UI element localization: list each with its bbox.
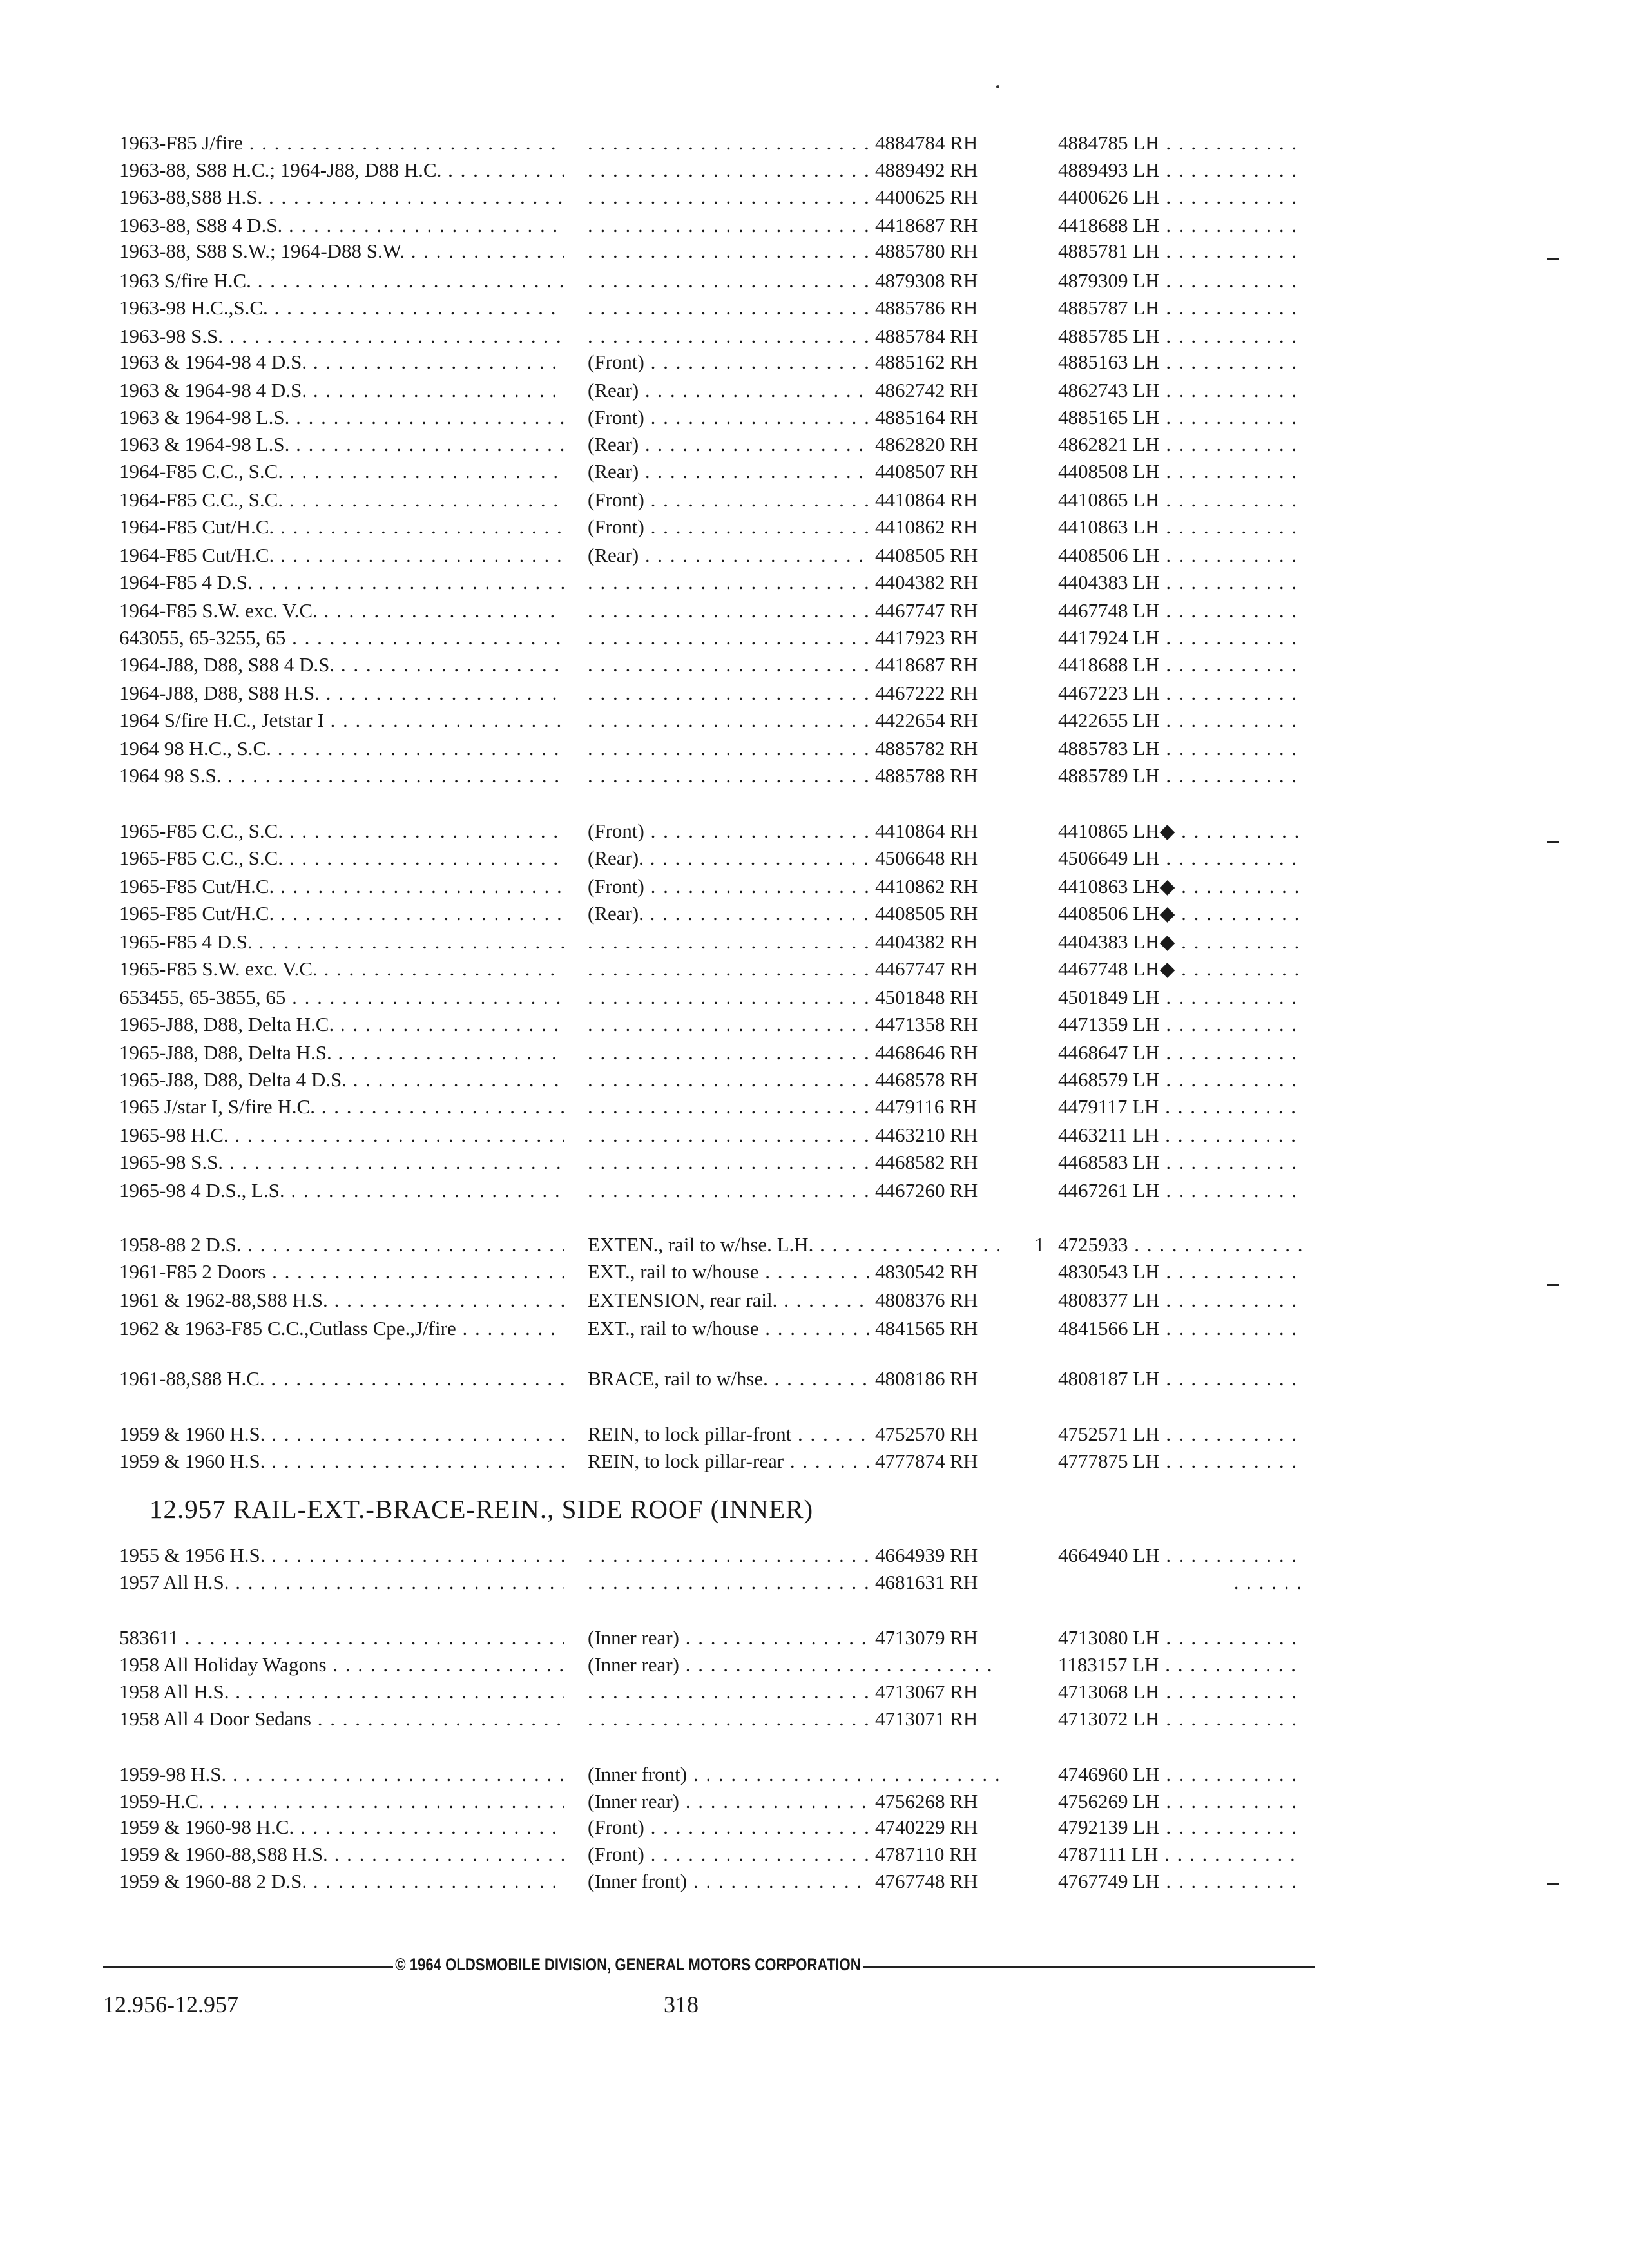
rh-part-number: 4418687 RH xyxy=(870,213,1030,238)
rh-part-number: 4713071 RH xyxy=(870,1706,1030,1732)
part-row xyxy=(0,1232,1629,1258)
footer-page-number: 318 xyxy=(664,1992,699,2017)
rh-part-number: 4767748 RH xyxy=(870,1869,1030,1894)
rh-part-number: 4410862 RH xyxy=(870,514,1030,540)
part-row xyxy=(0,1542,1629,1568)
model-application: 1963-88, S88 4 D.S. . . . xyxy=(119,213,564,238)
rh-part-number: 4664939 RH xyxy=(870,1542,1030,1568)
model-application: 1965-F85 Cut/H.C. . . . xyxy=(119,901,564,927)
part-description: EXTEN., rail to w/hse. L.H. . . . xyxy=(588,1232,1000,1258)
part-row xyxy=(0,625,1629,651)
rh-part-number: 4501848 RH xyxy=(870,985,1030,1010)
model-application: 1964-F85 4 D.S. . . . xyxy=(119,570,564,595)
model-application: 1963-88, S88 H.C.; 1964-J88, D88 H.C. . . . xyxy=(119,157,564,183)
rh-part-number: 4862742 RH xyxy=(870,378,1030,403)
model-application: 1958 All H.S. . . . xyxy=(119,1679,564,1705)
lh-part-number: 4467261 LH . . . xyxy=(1058,1178,1303,1204)
part-row xyxy=(0,1287,1629,1313)
part-row xyxy=(0,487,1629,513)
rh-part-number: 4468646 RH xyxy=(870,1040,1030,1066)
part-description: (Front) . . . xyxy=(588,514,1000,540)
part-row xyxy=(0,1762,1629,1787)
part-row xyxy=(0,323,1629,349)
part-row xyxy=(0,213,1629,238)
rh-part-number: 4404382 RH xyxy=(870,929,1030,955)
rh-part-number: 4467747 RH xyxy=(870,956,1030,982)
rh-part-number: 4885782 RH xyxy=(870,736,1030,762)
model-application: 1963-F85 J/fire . . . xyxy=(119,130,564,156)
rh-part-number: 4408505 RH xyxy=(870,543,1030,568)
model-application: 1964 98 H.C., S.C. . . . xyxy=(119,736,564,762)
part-row xyxy=(0,295,1629,321)
part-row xyxy=(0,1841,1629,1867)
model-application: 1963 & 1964-98 L.S. . . . xyxy=(119,405,564,430)
lh-part-number: 4885163 LH . . . xyxy=(1058,349,1303,375)
rh-part-number: 4756268 RH xyxy=(870,1789,1030,1814)
part-description: (Rear) . . . xyxy=(588,459,1000,485)
lh-part-number: 4467748 LH . . . xyxy=(1058,598,1303,624)
rh-part-number: 4713067 RH xyxy=(870,1679,1030,1705)
part-row xyxy=(0,1679,1629,1705)
model-application: 1963-88, S88 S.W.; 1964-D88 S.W. . . . xyxy=(119,238,564,264)
rh-part-number: 4713079 RH xyxy=(870,1625,1030,1651)
model-application: 1958 All 4 Door Sedans . . . xyxy=(119,1706,564,1732)
lh-part-number: 4467748 LH◆ . . . xyxy=(1058,956,1303,982)
part-description: (Inner rear) . . . xyxy=(588,1652,1000,1678)
rh-part-number: 4404382 RH xyxy=(870,570,1030,595)
model-application: 1963-98 S.S. . . . xyxy=(119,323,564,349)
model-application: 1958 All Holiday Wagons . . . xyxy=(119,1652,564,1678)
part-row xyxy=(0,238,1629,264)
part-row xyxy=(0,1706,1629,1732)
model-application: 1965-F85 C.C., S.C. . . . xyxy=(119,845,564,871)
part-row xyxy=(0,130,1629,156)
part-row xyxy=(0,432,1629,457)
section-heading: 12.957 RAIL-EXT.-BRACE-REIN., SIDE ROOF (INNER) xyxy=(149,1494,814,1524)
part-row xyxy=(0,1625,1629,1651)
model-application: 1961-88,S88 H.C. . . . xyxy=(119,1366,564,1392)
part-row xyxy=(0,1094,1629,1120)
lh-part-number: 1183157 LH . . . xyxy=(1058,1652,1303,1678)
model-application: 1964-F85 Cut/H.C. . . . xyxy=(119,514,564,540)
rh-part-number: 4681631 RH xyxy=(870,1570,1030,1595)
lh-part-number: 4885785 LH . . . xyxy=(1058,323,1303,349)
part-description: (Rear) . . . xyxy=(588,543,1000,568)
rh-part-number: 4417923 RH xyxy=(870,625,1030,651)
rh-part-number: 4808186 RH xyxy=(870,1366,1030,1392)
part-description: BRACE, rail to w/hse. . . . xyxy=(588,1366,1000,1392)
lh-part-number: 4767749 LH . . . xyxy=(1058,1869,1303,1894)
lh-part-number: 4468583 LH . . . xyxy=(1058,1149,1303,1175)
lh-part-number: 4752571 LH . . . xyxy=(1058,1421,1303,1447)
part-row xyxy=(0,1421,1629,1447)
model-application: 1959-98 H.S. . . . xyxy=(119,1762,564,1787)
lh-part-number: 4725933 . . . xyxy=(1058,1232,1303,1258)
lh-part-number: 4885165 LH . . . xyxy=(1058,405,1303,430)
rh-part-number: 4410864 RH xyxy=(870,818,1030,844)
part-row xyxy=(0,736,1629,762)
rh-part-number: 4808376 RH xyxy=(870,1287,1030,1313)
model-application: 1959 & 1960-88 2 D.S. . . . xyxy=(119,1869,564,1894)
scan-speck xyxy=(996,85,999,88)
margin-mark xyxy=(1547,841,1559,843)
part-row xyxy=(0,707,1629,733)
model-application: 643055, 65-3255, 65 . . . xyxy=(119,625,564,651)
rh-part-number: 4885788 RH xyxy=(870,763,1030,789)
rh-part-number: 4468582 RH xyxy=(870,1149,1030,1175)
lh-part-number: 4713080 LH . . . xyxy=(1058,1625,1303,1651)
part-description: (Front) . . . xyxy=(588,405,1000,430)
model-application: 1964-J88, D88, S88 H.S. . . . xyxy=(119,680,564,706)
part-description: EXT., rail to w/house . . . xyxy=(588,1316,1000,1341)
lh-part-number: 4479117 LH . . . xyxy=(1058,1094,1303,1120)
lh-part-number: 4408506 LH◆ . . . xyxy=(1058,901,1303,927)
lh-part-number: 4885781 LH . . . xyxy=(1058,238,1303,264)
part-description: (Front) . . . xyxy=(588,818,1000,844)
lh-part-number: 4410863 LH . . . xyxy=(1058,514,1303,540)
part-row xyxy=(0,514,1629,540)
part-row xyxy=(0,1366,1629,1392)
lh-part-number: 4756269 LH . . . xyxy=(1058,1789,1303,1814)
part-row xyxy=(0,157,1629,183)
part-row xyxy=(0,1067,1629,1093)
lh-part-number: 4713068 LH . . . xyxy=(1058,1679,1303,1705)
lh-part-number: 4777875 LH . . . xyxy=(1058,1448,1303,1474)
part-row xyxy=(0,459,1629,485)
part-description: (Front) . . . xyxy=(588,874,1000,899)
margin-mark xyxy=(1547,258,1559,260)
model-application: 1962 & 1963-F85 C.C.,Cutlass Cpe.,J/fire . . . xyxy=(119,1316,564,1341)
part-row xyxy=(0,1869,1629,1894)
lh-part-number: 4471359 LH . . . xyxy=(1058,1012,1303,1037)
part-row xyxy=(0,985,1629,1010)
part-row xyxy=(0,1652,1629,1678)
rh-part-number: 4471358 RH xyxy=(870,1012,1030,1037)
rh-part-number: 4862820 RH xyxy=(870,432,1030,457)
part-row xyxy=(0,652,1629,678)
part-row xyxy=(0,378,1629,403)
lh-part-number: 4808377 LH . . . xyxy=(1058,1287,1303,1313)
part-description: REIN, to lock pillar-front . . . xyxy=(588,1421,1000,1447)
model-application: 1961 & 1962-88,S88 H.S. . . . xyxy=(119,1287,564,1313)
part-description: (Rear). . . . xyxy=(588,901,1000,927)
model-application: 1965 J/star I, S/fire H.C. . . . xyxy=(119,1094,564,1120)
rh-part-number: 4418687 RH xyxy=(870,652,1030,678)
rh-part-number: 4884784 RH xyxy=(870,130,1030,156)
lh-part-number: 4808187 LH . . . xyxy=(1058,1366,1303,1392)
rh-part-number: 4830542 RH xyxy=(870,1259,1030,1285)
model-application: 1965-F85 Cut/H.C. . . . xyxy=(119,874,564,899)
lh-part-number: 4463211 LH . . . xyxy=(1058,1122,1303,1148)
model-application: 1965-F85 S.W. exc. V.C. . . . xyxy=(119,956,564,982)
rh-part-number: 4879308 RH xyxy=(870,268,1030,294)
lh-part-number: 4885789 LH . . . xyxy=(1058,763,1303,789)
lh-part-number: 4400626 LH . . . xyxy=(1058,184,1303,210)
part-row xyxy=(0,956,1629,982)
lh-part-number: 4404383 LH . . . xyxy=(1058,570,1303,595)
model-application: 1964-F85 Cut/H.C. . . . xyxy=(119,543,564,568)
part-row xyxy=(0,818,1629,844)
rh-part-number: 4841565 RH xyxy=(870,1316,1030,1341)
part-row xyxy=(0,845,1629,871)
lh-part-number: 4501849 LH . . . xyxy=(1058,985,1303,1010)
model-application: 1963 & 1964-98 4 D.S. . . . xyxy=(119,349,564,375)
rh-part-number: 4467747 RH xyxy=(870,598,1030,624)
model-application: 1965-98 S.S. . . . xyxy=(119,1149,564,1175)
rh-part-number: 4885786 RH xyxy=(870,295,1030,321)
part-row xyxy=(0,1012,1629,1037)
part-row xyxy=(0,901,1629,927)
model-application: 1964-F85 S.W. exc. V.C. . . . xyxy=(119,598,564,624)
part-description: (Rear) . . . xyxy=(588,432,1000,457)
rh-part-number: 4787110 RH xyxy=(870,1841,1030,1867)
rh-part-number: 4422654 RH xyxy=(870,707,1030,733)
rh-part-number: 4467260 RH xyxy=(870,1178,1030,1204)
part-row xyxy=(0,680,1629,706)
rh-part-number: 4885164 RH xyxy=(870,405,1030,430)
margin-mark xyxy=(1547,1883,1559,1885)
model-application: 583611 . . . xyxy=(119,1625,564,1651)
lh-part-number: 4664940 LH . . . xyxy=(1058,1542,1303,1568)
lh-part-number: 4422655 LH . . . xyxy=(1058,707,1303,733)
rh-part-number: 4740229 RH xyxy=(870,1814,1030,1840)
part-description: (Front) . . . xyxy=(588,349,1000,375)
lh-part-number: 4862743 LH . . . xyxy=(1058,378,1303,403)
part-description: (Front) . . . xyxy=(588,1841,1000,1867)
part-description: REIN, to lock pillar-rear . . . xyxy=(588,1448,1000,1474)
lh-part-number: 4468579 LH . . . xyxy=(1058,1067,1303,1093)
model-application: 1965-F85 4 D.S. . . . xyxy=(119,929,564,955)
model-application: 1965-98 4 D.S., L.S. . . . xyxy=(119,1178,564,1204)
lh-part-number: 4792139 LH . . . xyxy=(1058,1814,1303,1840)
part-row xyxy=(0,1814,1629,1840)
rh-part-number: 4752570 RH xyxy=(870,1421,1030,1447)
part-row xyxy=(0,543,1629,568)
rh-part-number: 4410862 RH xyxy=(870,874,1030,899)
margin-mark xyxy=(1547,1284,1559,1286)
rh-part-number: 4463210 RH xyxy=(870,1122,1030,1148)
lh-part-number: 4468647 LH . . . xyxy=(1058,1040,1303,1066)
model-application: 1959 & 1960 H.S. . . . xyxy=(119,1448,564,1474)
model-application: 1959 & 1960-88,S88 H.S. . . . xyxy=(119,1841,564,1867)
rh-part-number: 4885162 RH xyxy=(870,349,1030,375)
lh-part-number: 4787111 LH . . . xyxy=(1058,1841,1303,1867)
lh-part-number: 4408508 LH . . . xyxy=(1058,459,1303,485)
quantity: 1 xyxy=(1034,1233,1045,1256)
part-description: (Rear). . . . xyxy=(588,845,1000,871)
rh-part-number: 4885784 RH xyxy=(870,323,1030,349)
part-row xyxy=(0,349,1629,375)
rh-part-number: 4777874 RH xyxy=(870,1448,1030,1474)
rh-part-number: 4410864 RH xyxy=(870,487,1030,513)
lh-part-number: 4418688 LH . . . xyxy=(1058,652,1303,678)
lh-part-number: 4410865 LH . . . xyxy=(1058,487,1303,513)
model-application: 1959-H.C. . . . xyxy=(119,1789,564,1814)
part-row xyxy=(0,1122,1629,1148)
model-application: 1964-F85 C.C., S.C. . . . xyxy=(119,487,564,513)
part-row xyxy=(0,1149,1629,1175)
lh-part-number: 4746960 LH . . . xyxy=(1058,1762,1303,1787)
rh-part-number: 4889492 RH xyxy=(870,157,1030,183)
lh-part-number: 4418688 LH . . . xyxy=(1058,213,1303,238)
lh-part-number: 4713072 LH . . . xyxy=(1058,1706,1303,1732)
part-row xyxy=(0,874,1629,899)
rh-part-number: 4400625 RH xyxy=(870,184,1030,210)
part-description: EXT., rail to w/house . . . xyxy=(588,1259,1000,1285)
lh-part-number: 4885783 LH . . . xyxy=(1058,736,1303,762)
rh-part-number: 4479116 RH xyxy=(870,1094,1030,1120)
model-application: 1961-F85 2 Doors . . . xyxy=(119,1259,564,1285)
part-row xyxy=(0,1040,1629,1066)
lh-part-number: 4841566 LH . . . xyxy=(1058,1316,1303,1341)
part-row xyxy=(0,1448,1629,1474)
lh-part-number: 4506649 LH . . . xyxy=(1058,845,1303,871)
model-application: 1965-J88, D88, Delta H.C. . . . xyxy=(119,1012,564,1037)
rh-part-number: 4506648 RH xyxy=(870,845,1030,871)
lh-part-number: 4884785 LH . . . xyxy=(1058,130,1303,156)
model-application: 653455, 65-3855, 65 . . . xyxy=(119,985,564,1010)
footer-section-range: 12.956-12.957 xyxy=(103,1992,238,2017)
part-description: (Front) . . . xyxy=(588,1814,1000,1840)
model-application: 1965-J88, D88, Delta H.S. . . . xyxy=(119,1040,564,1066)
part-row xyxy=(0,1316,1629,1341)
part-row xyxy=(0,1570,1629,1595)
lh-part-number: 4879309 LH . . . xyxy=(1058,268,1303,294)
part-description: EXTENSION, rear rail. . . . xyxy=(588,1287,1000,1313)
rh-part-number: 4408505 RH xyxy=(870,901,1030,927)
lh-part-number: 4404383 LH◆ . . . xyxy=(1058,929,1303,955)
rh-part-number: 4408507 RH xyxy=(870,459,1030,485)
model-application: 1965-J88, D88, Delta 4 D.S. . . . xyxy=(119,1067,564,1093)
model-application: 1959 & 1960-98 H.C. . . . xyxy=(119,1814,564,1840)
part-row xyxy=(0,929,1629,955)
model-application: 1965-F85 C.C., S.C. . . . xyxy=(119,818,564,844)
part-description: (Front) . . . xyxy=(588,487,1000,513)
lh-part-number: 4408506 LH . . . xyxy=(1058,543,1303,568)
rh-part-number: 4468578 RH xyxy=(870,1067,1030,1093)
part-row xyxy=(0,598,1629,624)
lh-part-number: 4410865 LH◆ . . . xyxy=(1058,818,1303,844)
model-application: 1964 S/fire H.C., Jetstar I . . . xyxy=(119,707,564,733)
model-application: 1964-F85 C.C., S.C. . . . xyxy=(119,459,564,485)
model-application: 1964-J88, D88, S88 4 D.S. . . . xyxy=(119,652,564,678)
model-application: 1958-88 2 D.S. . . . xyxy=(119,1232,564,1258)
lh-part-number: 4410863 LH◆ . . . xyxy=(1058,874,1303,899)
part-row xyxy=(0,1178,1629,1204)
part-row xyxy=(0,184,1629,210)
rh-part-number: 4885780 RH xyxy=(870,238,1030,264)
part-row xyxy=(0,1789,1629,1814)
model-application: 1963-98 H.C.,S.C. . . . xyxy=(119,295,564,321)
model-application: 1964 98 S.S. . . . xyxy=(119,763,564,789)
lh-part-number: 4885787 LH . . . xyxy=(1058,295,1303,321)
lh-part-number: 4417924 LH . . . xyxy=(1058,625,1303,651)
model-application: 1963 & 1964-98 4 D.S. . . . xyxy=(119,378,564,403)
lh-part-number: 4889493 LH . . . xyxy=(1058,157,1303,183)
part-description: (Inner front) . . . xyxy=(588,1762,1000,1787)
model-application: 1965-98 H.C. . . . xyxy=(119,1122,564,1148)
lh-part-number xyxy=(1058,1570,1303,1595)
part-row xyxy=(0,1259,1629,1285)
part-description: (Rear) . . . xyxy=(588,378,1000,403)
part-row xyxy=(0,763,1629,789)
model-application: 1963-88,S88 H.S. . . . xyxy=(119,184,564,210)
lh-part-number: 4830543 LH . . . xyxy=(1058,1259,1303,1285)
part-row xyxy=(0,570,1629,595)
lh-part-number: 4467223 LH . . . xyxy=(1058,680,1303,706)
model-application: 1955 & 1956 H.S. . . . xyxy=(119,1542,564,1568)
footer-copyright: © 1964 OLDSMOBILE DIVISION, GENERAL MOTORS CORPORATION xyxy=(393,1955,863,1975)
model-application: 1957 All H.S. . . . xyxy=(119,1570,564,1595)
part-description: (Inner rear) . . . xyxy=(588,1789,1000,1814)
part-row xyxy=(0,268,1629,294)
part-description: (Inner front) . . . xyxy=(588,1869,1000,1894)
model-application: 1963 & 1964-98 L.S. . . . xyxy=(119,432,564,457)
part-description: (Inner rear) . . . xyxy=(588,1625,1000,1651)
lh-part-number: 4862821 LH . . . xyxy=(1058,432,1303,457)
part-row xyxy=(0,405,1629,430)
rh-part-number: 4467222 RH xyxy=(870,680,1030,706)
model-application: 1959 & 1960 H.S. . . . xyxy=(119,1421,564,1447)
model-application: 1963 S/fire H.C. . . . xyxy=(119,268,564,294)
